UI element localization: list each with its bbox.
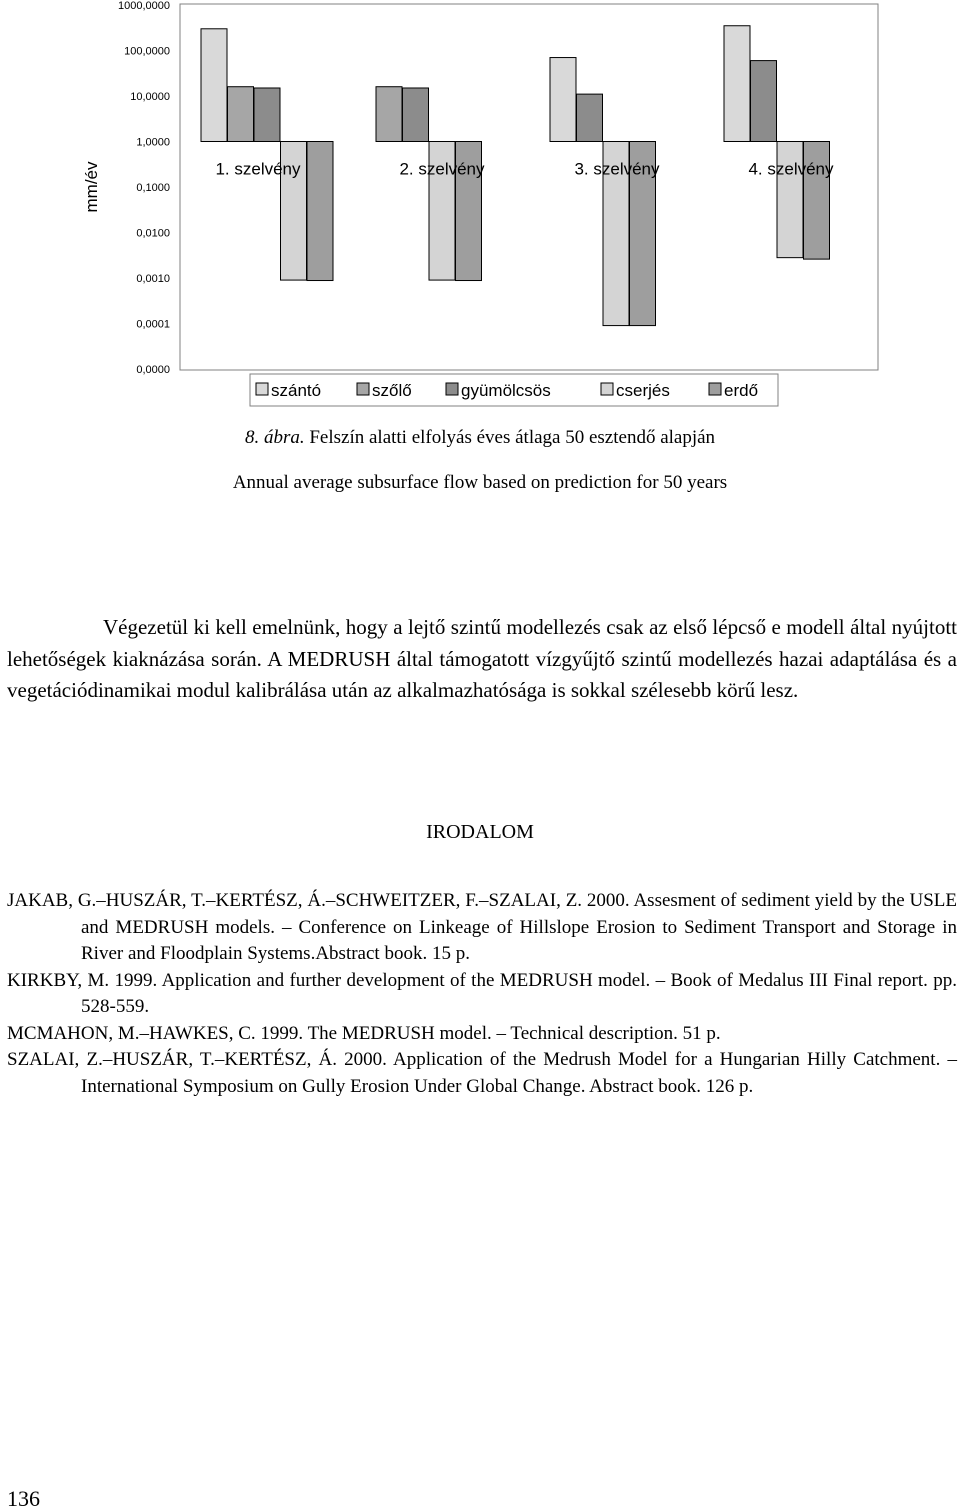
legend-swatch	[601, 383, 613, 395]
legend-swatch	[256, 383, 268, 395]
legend-label: szántó	[271, 381, 322, 400]
y-tick-label: 0,1000	[136, 182, 170, 194]
bar	[228, 87, 254, 142]
y-tick-label: 1000,0000	[118, 0, 170, 12]
reference-text: 1999. The MEDRUSH model. – Technical description. 51 p.	[255, 1022, 721, 1044]
legend-label: erdő	[724, 381, 759, 400]
reference-authors: SZALAI, Z.–HUSZÁR, T.–KERTÉSZ, Á.	[7, 1049, 337, 1070]
reference-authors: JAKAB, G.–HUSZÁR, T.–KERTÉSZ, Á.–SCHWEITZER, F.–SZALAI, Z.	[7, 890, 583, 911]
category-label: 3. szelvény	[574, 159, 660, 179]
category-label: 1. szelvény	[215, 159, 301, 179]
reference-list	[7, 888, 957, 1100]
legend-label: gyümölcsös	[461, 381, 551, 400]
bar	[307, 142, 333, 281]
reference-item	[7, 1047, 957, 1100]
bar	[550, 58, 576, 142]
reference-text: 2000. Assesment of sediment yield by the USLE and MEDRUSH models. – Conference on Linkeage of Hillslope Erosion to Sediment Transport and Storage in River and Floodplain Systems.Abstract book. 15 p.	[81, 890, 958, 964]
bar	[724, 26, 750, 142]
y-tick-label: 1,0000	[136, 136, 170, 149]
reference-text: 2000. Application of the Medrush Model for a Hungarian Hilly Catchment. – International Symposium on Gully Erosion Under Global Change. Abstract book. 126 p.	[81, 1049, 957, 1097]
legend-swatch	[357, 383, 369, 395]
reference-item	[7, 968, 957, 1021]
reference-text: 1999. Application and further development of the MEDRUSH model. – Book of Medalus III Final report. pp. 528-559.	[81, 969, 957, 1017]
bar	[403, 88, 429, 142]
y-tick-label: 0,0100	[136, 227, 170, 240]
y-tick-label: 0,0001	[136, 318, 170, 331]
references-heading: IRODALOM	[426, 821, 534, 843]
reference-item	[7, 1021, 957, 1048]
bar-chart	[0, 0, 960, 420]
paragraph-text: Végezetül ki kell emelnünk, hogy a lejtő szintű modellezés csak az első lépcső e modell által nyújtott lehetőségek kiaknázása során. A MEDRUSH által támogatott vízgyűjtő szintű modellezés hazai adaptálása és a vegetációdinamikai modul kalibrálása után az alkalmazhatósága is sokkal szélesebb körű lesz.	[7, 615, 957, 702]
caption-hungarian: Felszín alatti elfolyás éves átlaga 50 esztendő alapján	[309, 427, 716, 448]
reference-authors: MCMAHON, M.–HAWKES, C.	[7, 1022, 256, 1044]
y-tick-label: 10,0000	[130, 91, 170, 103]
y-axis-title: mm/év	[82, 161, 101, 213]
legend-swatch	[709, 383, 721, 395]
bar	[254, 88, 280, 142]
category-label: 4. szelvény	[748, 159, 834, 179]
reference-authors: KIRKBY, M.	[7, 969, 110, 991]
figure-label: 8. ábra.	[244, 427, 305, 448]
legend-swatch	[446, 383, 458, 395]
y-tick-label: 0,0000	[136, 364, 170, 376]
caption-english: Annual average subsurface flow based on prediction for 50 years	[232, 472, 728, 493]
bar	[376, 87, 402, 142]
legend-label: cserjés	[616, 381, 670, 400]
category-label: 2. szelvény	[399, 159, 485, 179]
reference-item	[7, 888, 957, 968]
bar	[577, 94, 603, 141]
bar	[201, 29, 227, 142]
y-tick-label: 100,0000	[124, 45, 170, 58]
figure-caption	[0, 427, 960, 449]
y-tick-label: 0,0010	[136, 273, 170, 285]
page-number: 136	[7, 1486, 40, 1511]
bar	[751, 61, 777, 142]
body-paragraph	[7, 612, 957, 707]
legend-label: szőlő	[372, 381, 412, 400]
